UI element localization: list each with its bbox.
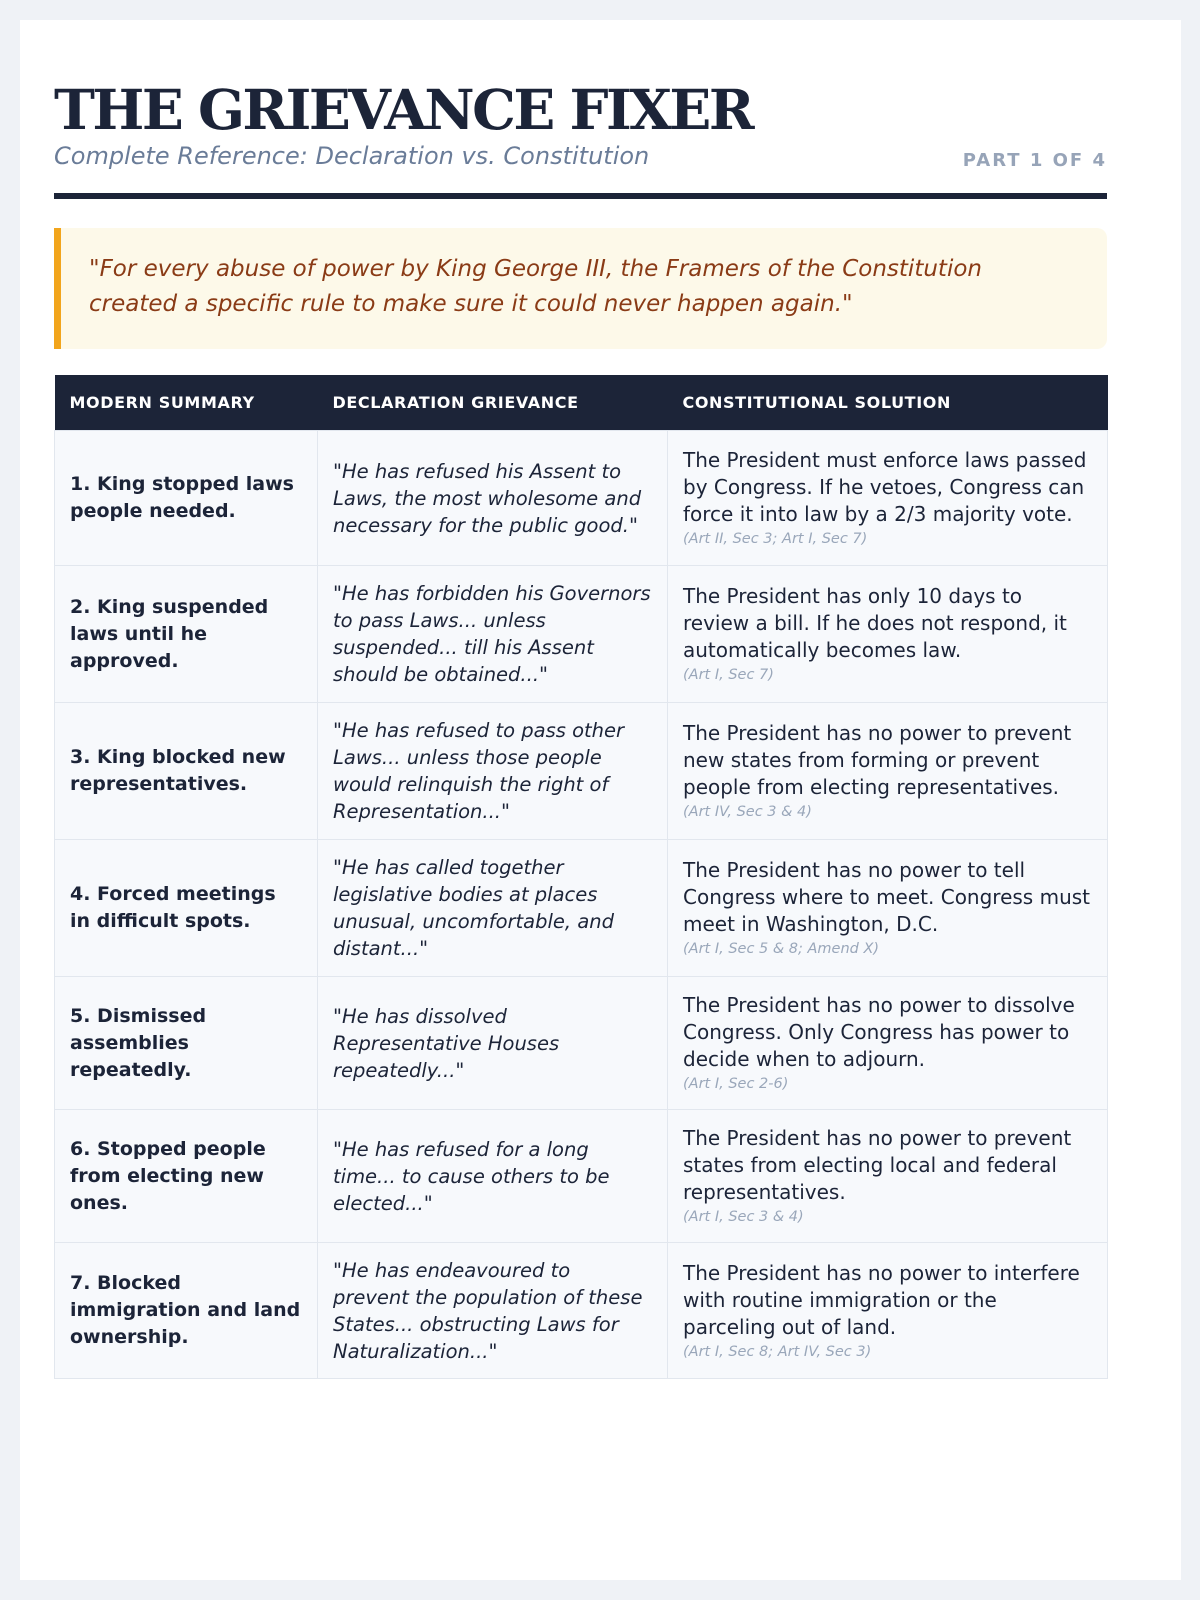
constitutional-solution-cell xyxy=(668,431,1108,566)
declaration-grievance-cell: "He has endeavoured to prevent the population of these States... obstructing Laws for Naturalization..." xyxy=(318,1243,668,1379)
declaration-grievance-cell: "He has refused to pass other Laws... unless those people would relinquish the right of Representation..." xyxy=(318,703,668,840)
table-row xyxy=(55,840,1108,977)
citation: (Art I, Sec 8; Art IV, Sec 3) xyxy=(683,1343,872,1360)
header-divider xyxy=(54,193,1107,199)
modern-summary-cell: 2. King suspended laws until he approved. xyxy=(55,566,318,703)
constitutional-solution-cell xyxy=(668,566,1108,703)
modern-summary-cell: 4. Forced meetings in difficult spots. xyxy=(55,840,318,977)
table-row xyxy=(55,977,1108,1110)
citation: (Art I, Sec 3 & 4) xyxy=(683,1209,804,1225)
comparison-table xyxy=(54,375,1107,1379)
constitutional-solution-cell xyxy=(668,1110,1108,1243)
declaration-grievance-cell: "He has refused for a long time... to cause others to be elected..." xyxy=(318,1110,668,1243)
solution-text: The President has no power to interfere with routine immigration or the parceling out of land. xyxy=(683,1260,1080,1339)
solution-text: The President has no power to prevent new states from forming or prevent people from electing representatives. xyxy=(683,721,1072,799)
declaration-grievance-cell: "He has forbidden his Governors to pass Laws... unless suspended... till his Assent should be obtained..." xyxy=(318,566,668,703)
solution-text: The President has no power to prevent states from electing local and federal representatives. xyxy=(683,1126,1072,1204)
constitutional-solution-cell xyxy=(668,840,1108,977)
solution-text: The President must enforce laws passed by Congress. If he vetoes, Congress can force it into law by a 2/3 majority vote. xyxy=(683,448,1087,526)
constitutional-solution-cell xyxy=(668,1243,1108,1379)
table-row xyxy=(55,431,1108,566)
citation: (Art IV, Sec 3 & 4) xyxy=(683,804,812,820)
header xyxy=(54,75,1107,199)
solution-text: The President has no power to tell Congress where to meet. Congress must meet in Washington, D.C. xyxy=(683,858,1091,936)
declaration-grievance-cell: "He has refused his Assent to Laws, the most wholesome and necessary for the public good." xyxy=(318,431,668,566)
column-header-grievance: DECLARATION GRIEVANCE xyxy=(318,375,668,431)
citation: (Art I, Sec 5 & 8; Amend X) xyxy=(683,941,880,957)
modern-summary-cell: 3. King blocked new representatives. xyxy=(55,703,318,840)
modern-summary-cell: 1. King stopped laws people needed. xyxy=(55,431,318,566)
table-row xyxy=(55,1110,1108,1243)
citation: (Art II, Sec 3; Art I, Sec 7) xyxy=(683,531,868,547)
column-header-solution: CONSTITUTIONAL SOLUTION xyxy=(668,375,1108,431)
constitutional-solution-cell xyxy=(668,703,1108,840)
table-row xyxy=(55,1243,1108,1379)
solution-text: The President has only 10 days to review a bill. If he does not respond, it automatically becomes law. xyxy=(683,584,1067,662)
table-row xyxy=(55,703,1108,840)
table-header-row xyxy=(55,375,1108,431)
intro-quote: "For every abuse of power by King George III, the Framers of the Constitution created a specific rule to make sure it could never happen again." xyxy=(89,256,982,317)
solution-text: The President has no power to dissolve Congress. Only Congress has power to decide when to adjourn. xyxy=(683,993,1075,1071)
citation: (Art I, Sec 7) xyxy=(683,667,774,683)
page-title: THE GRIEVANCE FIXER xyxy=(54,77,753,142)
page-subtitle: Complete Reference: Declaration vs. Constitution xyxy=(54,142,650,170)
modern-summary-cell: 7. Blocked immigration and land ownership. xyxy=(55,1243,318,1379)
declaration-grievance-cell: "He has dissolved Representative Houses repeatedly..." xyxy=(318,977,668,1110)
declaration-grievance-cell: "He has called together legislative bodies at places unusual, uncomfortable, and distant..." xyxy=(318,840,668,977)
citation: (Art I, Sec 2-6) xyxy=(683,1076,789,1092)
part-label: PART 1 OF 4 xyxy=(962,150,1107,171)
intro-quote-box xyxy=(54,228,1107,349)
column-header-summary: MODERN SUMMARY xyxy=(55,375,318,431)
table-row xyxy=(55,566,1108,703)
constitutional-solution-cell xyxy=(668,977,1108,1110)
modern-summary-cell: 6. Stopped people from electing new ones. xyxy=(55,1110,318,1243)
modern-summary-cell: 5. Dismissed assemblies repeatedly. xyxy=(55,977,318,1110)
